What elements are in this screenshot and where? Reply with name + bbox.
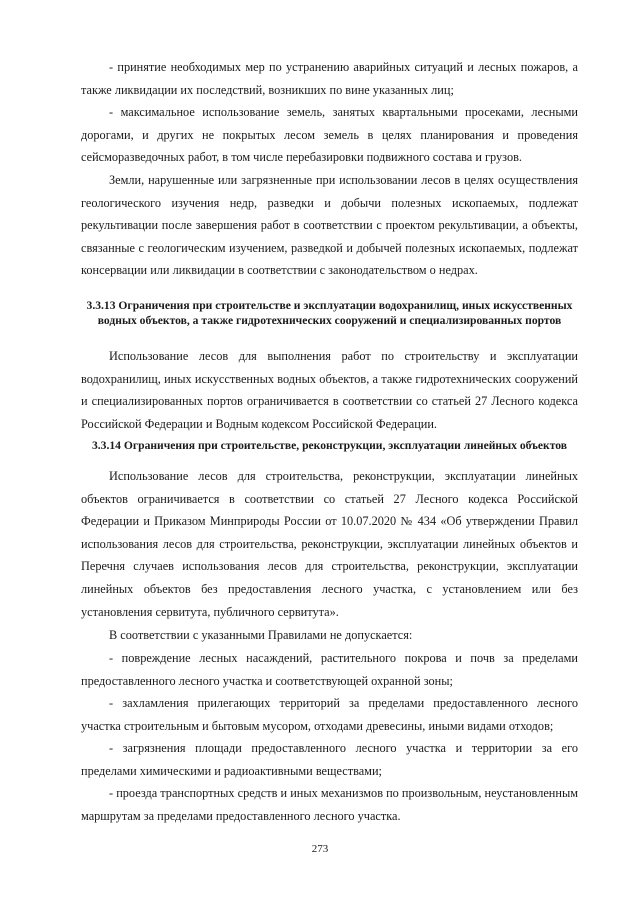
- page-number: 273: [311, 843, 329, 855]
- heading-3-3-14: 3.3.14 Ограничения при строительстве, реконструкции, эксплуатации линейных объектов: [91, 439, 568, 452]
- list-item-vehicles: - проезда транспортных средств и иных механизмов по произвольным, неустановленным маршрутам за пределами предоставленного лесного участка.: [81, 786, 578, 823]
- list-item-damage: - повреждение лесных насаждений, растительного покрова и почв за пределами предоставленного лесного участка и соответствующей охранной зоны;: [81, 651, 578, 688]
- paragraph-rules-intro: В соответствии с указанными Правилами не допускается:: [109, 628, 413, 642]
- list-item-pollution: - загрязнения площади предоставленного лесного участка и территории за его пределами химическими и радиоактивными веществами;: [81, 741, 578, 778]
- paragraph-emergency-measures: - принятие необходимых мер по устранению аварийных ситуаций и лесных пожаров, а также ликвидации их последствий, возникших по вине указанных лиц;: [81, 60, 578, 97]
- paragraph-recultivation: Земли, нарушенные или загрязненные при использовании лесов в целях осуществления геологического изучения недр, разведки и добычи полезных ископаемых, подлежат рекультивации после завершения работ в соответствии с проектом рекультивации, а объекты, связанные с геологическим изучением, разведкой и добычей полезных ископаемых, подлежат консервации или ликвидации в соответствии с законодательством о недрах.: [81, 173, 578, 278]
- paragraph-linear-objects: Использование лесов для строительства, реконструкции, эксплуатации линейных объектов ограничивается в соответствии со статьей 27 Лесного кодекса Российской Федерации и Приказом Минприроды России от 10.07.2020 № 434 «Об утверждении Правил использования лесов для строительства, реконструкции, эксплуатации линейных объектов и Перечня случаев использования лесов для строительства, реконструкции, эксплуатации линейных объектов без предоставления лесного участка, с установлением или без установления сервитута, публичного сервитута».: [81, 469, 578, 619]
- paragraph-reservoirs: Использование лесов для выполнения работ по строительству и эксплуатации водохранилищ, иных искусственных водных объектов, а также гидротехнических сооружений и специализированных портов ограничивается в соответствии со статьей 27 Лесного кодекса Российской Федерации и Водным кодексом Российской Федерации.: [81, 349, 578, 431]
- paragraph-land-use: - максимальное использование земель, занятых квартальными просеками, лесными дорогами, и других не покрытых лесом земель в целях планирования и проведения сейсморазведочных работ, в том числе перебазировки подвижного состава и грузов.: [81, 105, 578, 165]
- list-item-littering: - захламления прилегающих территорий за пределами предоставленного лесного участка строительным и бытовым мусором, отходами древесины, иными видами отходов;: [81, 696, 578, 733]
- heading-3-3-13: 3.3.13 Ограничения при строительстве и эксплуатации водохранилищ, иных искусственных водных объектов, а также гидротехнических сооружений и специализированных портов: [86, 299, 573, 327]
